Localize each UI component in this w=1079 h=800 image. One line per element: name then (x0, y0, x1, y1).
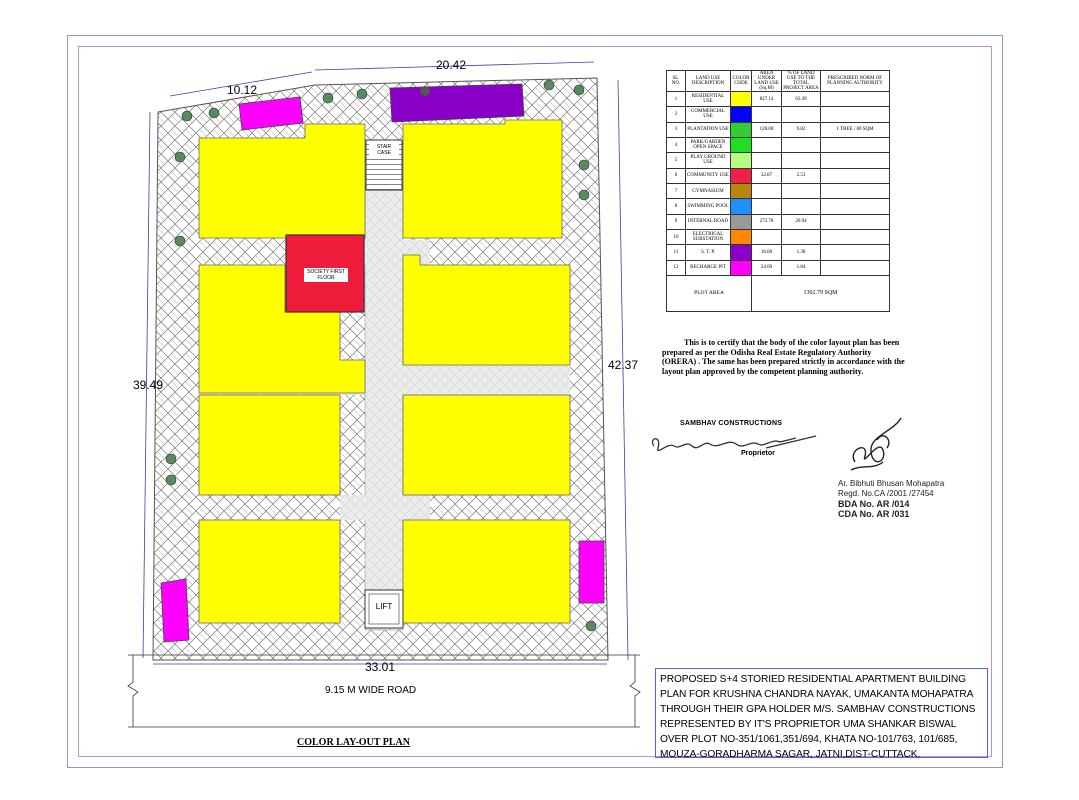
dimension-left-side: 39.49 (133, 378, 164, 392)
table-cell-sl: 4 (667, 137, 686, 152)
road-label: 9.15 M WIDE ROAD (325, 685, 417, 696)
total-label: PLOT AREA (667, 276, 752, 312)
table-cell-description: GYMNASIUM (686, 183, 731, 198)
architect-name: Ar. Bibhuti Bhusan Mohapatra (838, 479, 945, 488)
tree-icon (544, 80, 554, 90)
recharge-pit (161, 579, 189, 642)
color-swatch (731, 107, 752, 122)
table-cell-percent: 1.84 (782, 260, 821, 275)
table-cell-sl: 3 (667, 122, 686, 137)
title-block: PROPOSED S+4 STORIED RESIDENTIAL APARTMENT BUILDING PLAN FOR KRUSHNA CHANDRA NAYAK, UMAKANTA MOHAPATRA THROUGH THEIR GPA HOLDER M/S. SAMBHAV CONSTRUCTIONS REPRESENTED BY IT'S PROPRIETOR UMA SHANKAR BISWAL OVER PLOT NO-351/1061,351/694, KHATA NO-101/763, 101/685, MOUZA-GORADHARMA SAGAR, JATNI,DIST-CUTTACK. (655, 668, 988, 758)
table-cell-area: 272.78 (752, 214, 782, 229)
table-row (667, 107, 890, 122)
layout-title: COLOR LAY-OUT PLAN (297, 737, 410, 748)
table-cell-description: PLANTATION USE (686, 122, 731, 137)
table-cell-percent (782, 183, 821, 198)
table-cell-area (752, 199, 782, 214)
table-cell-description: RECHARGE PIT (686, 260, 731, 275)
table-cell-norm: 1 TREE / 80 SQM (821, 122, 890, 137)
table-cell-percent (782, 107, 821, 122)
dimension-top-left: 10.12 (227, 83, 258, 97)
table-cell-description: ELECTRICAL SUBSTATION (686, 229, 731, 244)
table-row (667, 199, 890, 214)
table-cell-percent: 1.38 (782, 245, 821, 260)
dimension-bottom: 33.01 (365, 660, 396, 674)
table-cell-percent: 2.53 (782, 168, 821, 183)
table-row (667, 153, 890, 168)
table-cell-norm (821, 107, 890, 122)
residential-block (403, 255, 570, 365)
color-swatch (731, 229, 752, 244)
table-row (667, 245, 890, 260)
table-cell-norm (821, 260, 890, 275)
table-row (667, 260, 890, 275)
table-cell-sl: 1 (667, 92, 686, 107)
table-cell-percent: 20.94 (782, 214, 821, 229)
color-swatch (731, 122, 752, 137)
table-cell-area: 827.14 (752, 92, 782, 107)
architect-regd: Regd. No.CA /2001 /27454 (838, 489, 934, 498)
architect-cda: CDA No. AR /031 (838, 509, 910, 519)
total-value: 1302.79 SQM (752, 276, 890, 312)
color-swatch (731, 183, 752, 198)
table-cell-sl: 6 (667, 168, 686, 183)
table-row (667, 122, 890, 137)
header-sl: SL. NO. (667, 71, 686, 92)
table-cell-sl: 12 (667, 260, 686, 275)
proprietor-label: Proprietor (741, 450, 775, 457)
table-cell-norm (821, 229, 890, 244)
color-swatch (731, 245, 752, 260)
table-row (667, 183, 890, 198)
tree-icon (586, 621, 596, 631)
color-swatch (731, 137, 752, 152)
header-area: AREA UNDER LAND USE (Sq.M) (752, 71, 782, 92)
table-cell-sl: 5 (667, 153, 686, 168)
table-row (667, 229, 890, 244)
table-cell-norm (821, 245, 890, 260)
table-cell-area: 18.00 (752, 245, 782, 260)
color-swatch (731, 168, 752, 183)
table-cell-area (752, 229, 782, 244)
residential-block (403, 520, 570, 623)
table-cell-description: INTERNAL ROAD (686, 214, 731, 229)
table-cell-sl: 11 (667, 245, 686, 260)
table-cell-percent: 63.49 (782, 92, 821, 107)
color-swatch (731, 260, 752, 275)
table-cell-description: COMMUNITY USE (686, 168, 731, 183)
table-cell-area (752, 107, 782, 122)
color-swatch (731, 199, 752, 214)
residential-block (403, 395, 570, 495)
header-color: COLOR CODE (731, 71, 752, 92)
table-cell-description: RESIDENTIAL USE (686, 92, 731, 107)
recharge-pit (579, 541, 604, 603)
tree-icon (175, 236, 185, 246)
table-cell-description: SWIMMING POOL (686, 199, 731, 214)
lift-label: LIFT (375, 602, 393, 611)
tree-icon (323, 93, 333, 103)
table-row (667, 168, 890, 183)
color-swatch (731, 92, 752, 107)
table-row (667, 92, 890, 107)
tree-icon (579, 160, 589, 170)
table-cell-norm (821, 153, 890, 168)
dimension-top-right: 20.42 (436, 58, 467, 72)
table-cell-area (752, 153, 782, 168)
color-swatch (731, 214, 752, 229)
header-description: LAND USE DESCRIPTION (686, 71, 731, 92)
tree-icon (574, 85, 584, 95)
table-cell-norm (821, 183, 890, 198)
architect-signature (843, 410, 913, 475)
internal-road-lower (340, 495, 430, 520)
table-cell-sl: 2 (667, 107, 686, 122)
table-row (667, 214, 890, 229)
table-cell-description: PLAY GROUND USE (686, 153, 731, 168)
table-cell-sl: 10 (667, 229, 686, 244)
total-row (667, 276, 890, 312)
table-cell-percent (782, 137, 821, 152)
table-cell-area: 128.00 (752, 122, 782, 137)
table-cell-percent (782, 229, 821, 244)
tree-icon (175, 152, 185, 162)
tree-icon (166, 454, 176, 464)
certificate-text: This is to certify that the body of the color layout plan has been prepared as per the Odisha Real Estate Regulatory Authority (ORERA) . The same has been prepared strictly in accordance with the layout plan approved by the competent planning authority. (662, 338, 905, 376)
tree-icon (357, 89, 367, 99)
table-cell-area: 32.87 (752, 168, 782, 183)
table-cell-area (752, 183, 782, 198)
table-cell-area (752, 137, 782, 152)
residential-block (199, 520, 340, 623)
table-cell-percent: 9.82 (782, 122, 821, 137)
residential-block (403, 120, 562, 238)
architect-bda: BDA No. AR /014 (838, 499, 910, 509)
table-cell-percent (782, 199, 821, 214)
table-cell-sl: 9 (667, 214, 686, 229)
dimension-right-side: 42.37 (608, 358, 639, 372)
table-cell-norm (821, 168, 890, 183)
proprietor-signature (646, 428, 826, 463)
header-percent: % OF LAND USE TO THE TOTAL PROJECT AREA (783, 71, 819, 91)
header-norm: PRESCRIBED NORM OF PLANNING AUTHORITY (821, 71, 890, 92)
stp (390, 84, 524, 122)
table-cell-percent (782, 153, 821, 168)
stair-label: STAIR CASE (376, 144, 392, 156)
tree-icon (166, 475, 176, 485)
architect-stamp (838, 479, 944, 519)
table-cell-norm (821, 214, 890, 229)
company-stamp: SAMBHAV CONSTRUCTIONS (680, 420, 783, 427)
society-label: SOCIETY FIRST FLOOR (307, 269, 345, 281)
table-cell-area: 24.00 (752, 260, 782, 275)
tree-icon (209, 108, 219, 118)
table-header-row (667, 71, 890, 92)
table-cell-norm (821, 199, 890, 214)
tree-icon (182, 111, 192, 121)
table-cell-description: COMMERCIAL USE (686, 107, 731, 122)
table-cell-norm (821, 137, 890, 152)
table-cell-description: S. T. P. (686, 245, 731, 260)
tree-icon (420, 86, 430, 96)
land-use-table (666, 70, 890, 312)
table-cell-norm (821, 92, 890, 107)
color-swatch (731, 153, 752, 168)
residential-block (199, 124, 365, 238)
table-cell-sl: 8 (667, 199, 686, 214)
table-cell-description: PARK/GARDEN OPEN SPACE (686, 137, 731, 152)
table-row (667, 137, 890, 152)
tree-icon (579, 190, 589, 200)
table-cell-sl: 7 (667, 183, 686, 198)
residential-block (199, 395, 340, 495)
